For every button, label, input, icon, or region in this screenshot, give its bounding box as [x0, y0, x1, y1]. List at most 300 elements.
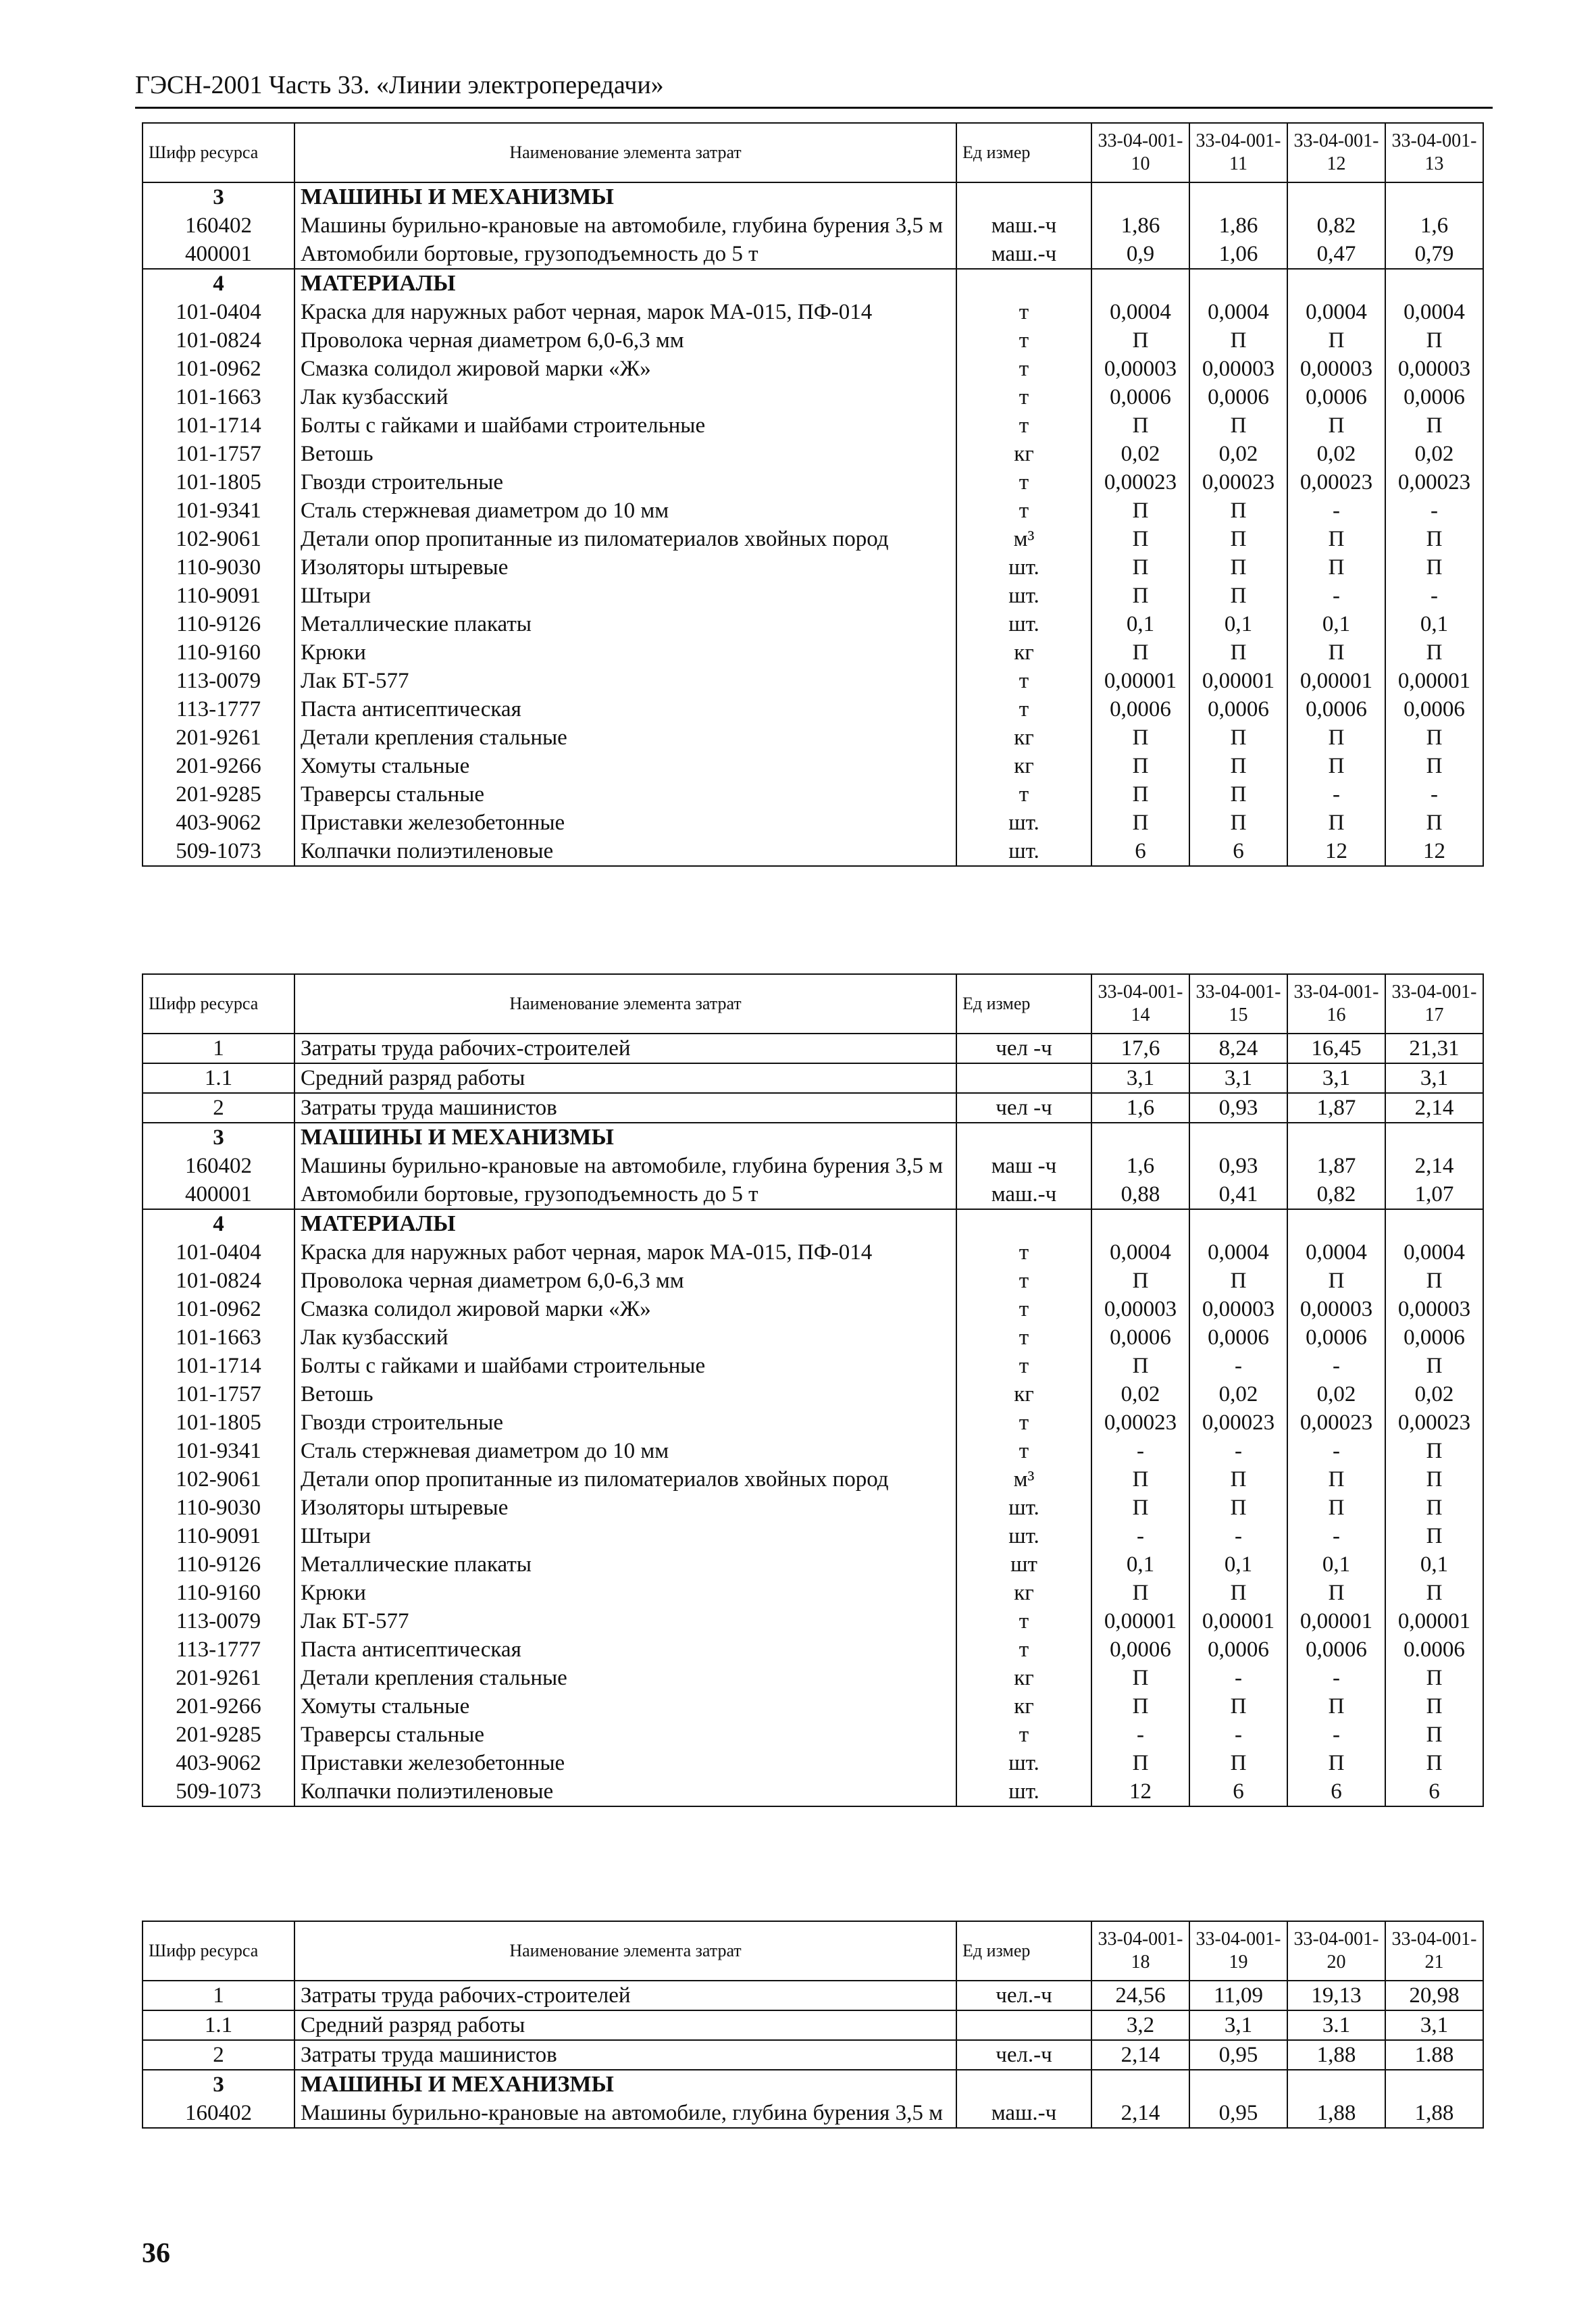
resource-unit: маш.-ч	[956, 1180, 1091, 1209]
resource-unit: маш -ч	[956, 1152, 1091, 1180]
norm-value: 0,00001	[1385, 1607, 1483, 1635]
norm-value: П	[1189, 411, 1287, 440]
norm-value: 2,14	[1385, 1152, 1483, 1180]
resource-unit: шт.	[956, 809, 1091, 837]
resource-code: 1	[143, 1981, 294, 2010]
norm-value: 0,0004	[1287, 298, 1385, 326]
resource-name: Колпачки полиэтиленовые	[294, 837, 956, 866]
resource-unit: т	[956, 1352, 1091, 1380]
resource-unit	[956, 1209, 1091, 1238]
norm-value: П	[1091, 411, 1189, 440]
resource-name: Крюки	[294, 1579, 956, 1607]
norm-value: 3,2	[1091, 2010, 1189, 2040]
resource-name: Хомуты стальные	[294, 752, 956, 780]
page-number: 36	[142, 2238, 170, 2269]
resource-name: Затраты труда машинистов	[294, 2040, 956, 2070]
norm-value: -	[1287, 1522, 1385, 1550]
resource-name: МАТЕРИАЛЫ	[294, 1209, 956, 1238]
norm-value: 0,88	[1091, 1180, 1189, 1209]
norm-value: П	[1287, 809, 1385, 837]
norm-value: 0,00023	[1189, 1408, 1287, 1437]
norm-value	[1287, 1123, 1385, 1152]
page-header: ГЭСН-2001 Часть 33. «Линии электропередачи»	[135, 71, 664, 99]
header-unit: Ед измер	[956, 974, 1091, 1034]
norm-value: 0,0006	[1385, 1323, 1483, 1352]
norm-value: 0,0006	[1287, 695, 1385, 723]
norm-value: 0,0006	[1091, 1323, 1189, 1352]
norm-value: П	[1091, 1692, 1189, 1721]
norm-value: П	[1189, 638, 1287, 667]
table-row	[143, 1607, 1483, 1635]
resource-name: Краска для наружных работ черная, марок МА-015, ПФ-014	[294, 1238, 956, 1267]
norm-value: П	[1287, 1465, 1385, 1494]
norm-value: П	[1091, 1465, 1189, 1494]
resource-name: Детали крепления стальные	[294, 1664, 956, 1692]
norm-value: П	[1091, 1494, 1189, 1522]
resource-unit: шт.	[956, 610, 1091, 638]
resource-unit: т	[956, 1295, 1091, 1323]
norm-value: -	[1287, 1721, 1385, 1749]
norm-value: 0,95	[1189, 2099, 1287, 2128]
norm-value: 11,09	[1189, 1981, 1287, 2010]
norm-value: 0,02	[1385, 1380, 1483, 1408]
table-row	[143, 383, 1483, 411]
resource-code: 101-1757	[143, 1380, 294, 1408]
norm-value: П	[1287, 553, 1385, 582]
resource-table-2	[142, 973, 1484, 1807]
norm-value: 0,79	[1385, 240, 1483, 269]
resource-unit: т	[956, 497, 1091, 525]
norm-value: 0,1	[1189, 1550, 1287, 1579]
resource-name: Автомобили бортовые, грузоподъемность до 5 т	[294, 1180, 956, 1209]
norm-value: 6	[1091, 837, 1189, 866]
norm-value: 16,45	[1287, 1034, 1385, 1063]
norm-value: П	[1385, 1465, 1483, 1494]
table-row	[143, 1152, 1483, 1180]
header-norm-code: 33-04-001-10	[1091, 123, 1189, 182]
norm-value	[1287, 269, 1385, 298]
resource-code: 509-1073	[143, 1777, 294, 1806]
resource-name: Паста антисептическая	[294, 695, 956, 723]
norm-value: 6	[1189, 1777, 1287, 1806]
table-row	[143, 837, 1483, 866]
norm-value: 2,14	[1091, 2099, 1189, 2128]
resource-name: Изоляторы штыревые	[294, 1494, 956, 1522]
resource-unit: кг	[956, 1579, 1091, 1607]
resource-name: Приставки железобетонные	[294, 1749, 956, 1777]
norm-value: 0,0006	[1189, 383, 1287, 411]
resource-code: 201-9266	[143, 752, 294, 780]
norm-value: П	[1091, 752, 1189, 780]
resource-name: Болты с гайками и шайбами строительные	[294, 411, 956, 440]
norm-value: 3,1	[1287, 1063, 1385, 1093]
norm-value: 1,07	[1385, 1180, 1483, 1209]
norm-value: 0,9	[1091, 240, 1189, 269]
norm-value: 0,00001	[1287, 667, 1385, 695]
norm-value: П	[1091, 780, 1189, 809]
norm-value: 0,02	[1091, 440, 1189, 468]
norm-value: П	[1287, 723, 1385, 752]
norm-value: 0,00023	[1091, 1408, 1189, 1437]
norm-value: -	[1091, 1721, 1189, 1749]
resource-table-1	[142, 122, 1484, 867]
resource-code: 400001	[143, 240, 294, 269]
resource-code: 101-0962	[143, 355, 294, 383]
section-row	[143, 2070, 1483, 2099]
norm-value: 0,0006	[1287, 383, 1385, 411]
norm-value: 0,93	[1189, 1093, 1287, 1123]
norm-value	[1287, 1209, 1385, 1238]
norm-value: 0,02	[1189, 440, 1287, 468]
norm-value: 1,06	[1189, 240, 1287, 269]
resource-code: 110-9091	[143, 582, 294, 610]
header-norm-code: 33-04-001-11	[1189, 123, 1287, 182]
norm-value: П	[1091, 1579, 1189, 1607]
norm-value: П	[1189, 1267, 1287, 1295]
table-row	[143, 411, 1483, 440]
norm-value: П	[1287, 1267, 1385, 1295]
norm-value	[1385, 2070, 1483, 2099]
norm-value: П	[1385, 1352, 1483, 1380]
table-row	[143, 1522, 1483, 1550]
norm-value	[1091, 269, 1189, 298]
resource-name: Сталь стержневая диаметром до 10 мм	[294, 497, 956, 525]
resource-code: 160402	[143, 2099, 294, 2128]
norm-value: 21,31	[1385, 1034, 1483, 1063]
norm-value	[1091, 182, 1189, 211]
norm-value: 1,88	[1287, 2099, 1385, 2128]
norm-value: П	[1287, 752, 1385, 780]
resource-unit: кг	[956, 1380, 1091, 1408]
table-row	[143, 723, 1483, 752]
norm-value: П	[1091, 1749, 1189, 1777]
header-norm-code: 33-04-001-13	[1385, 123, 1483, 182]
norm-value: П	[1189, 1579, 1287, 1607]
table-row	[143, 1352, 1483, 1380]
table-row	[143, 355, 1483, 383]
resource-code: 1	[143, 1034, 294, 1063]
resource-unit: маш.-ч	[956, 211, 1091, 240]
resource-unit: чел.-ч	[956, 1981, 1091, 2010]
norm-value: П	[1287, 525, 1385, 553]
norm-value: 1,88	[1287, 2040, 1385, 2070]
resource-code: 113-1777	[143, 1635, 294, 1664]
norm-value: 12	[1287, 837, 1385, 866]
norm-value: П	[1385, 638, 1483, 667]
norm-value: 0,00001	[1287, 1607, 1385, 1635]
resource-code: 3	[143, 2070, 294, 2099]
norm-value: П	[1385, 1579, 1483, 1607]
norm-value: П	[1385, 1494, 1483, 1522]
section-row	[143, 269, 1483, 298]
resource-name: Лак кузбасский	[294, 1323, 956, 1352]
norm-value: 6	[1287, 1777, 1385, 1806]
resource-code: 102-9061	[143, 1465, 294, 1494]
norm-value: 0.0006	[1385, 1635, 1483, 1664]
header-unit: Ед измер	[956, 1921, 1091, 1981]
norm-value: 12	[1091, 1777, 1189, 1806]
norm-value: -	[1189, 1437, 1287, 1465]
table-row	[143, 240, 1483, 269]
table-row	[143, 1981, 1483, 2010]
table-row	[143, 1180, 1483, 1209]
norm-value: П	[1287, 326, 1385, 355]
resource-name: Затраты труда машинистов	[294, 1093, 956, 1123]
resource-code: 101-1663	[143, 383, 294, 411]
resource-code: 110-9160	[143, 638, 294, 667]
table-row	[143, 582, 1483, 610]
resource-unit: шт.	[956, 553, 1091, 582]
resource-code: 160402	[143, 1152, 294, 1180]
resource-name: Детали опор пропитанные из пиломатериалов хвойных пород	[294, 1465, 956, 1494]
resource-code: 110-9030	[143, 553, 294, 582]
table-row	[143, 1437, 1483, 1465]
norm-value: П	[1189, 582, 1287, 610]
table-row	[143, 1267, 1483, 1295]
norm-value: П	[1091, 1267, 1189, 1295]
table-row	[143, 1749, 1483, 1777]
resource-unit: шт.	[956, 837, 1091, 866]
table-row	[143, 1465, 1483, 1494]
table-row	[143, 1323, 1483, 1352]
norm-value: 2,14	[1091, 2040, 1189, 2070]
norm-value	[1189, 1209, 1287, 1238]
norm-value: 0,82	[1287, 211, 1385, 240]
norm-value	[1385, 269, 1483, 298]
table-row	[143, 553, 1483, 582]
resource-name: Траверсы стальные	[294, 1721, 956, 1749]
resource-unit: т	[956, 298, 1091, 326]
norm-value: 1,87	[1287, 1093, 1385, 1123]
resource-name: Ветошь	[294, 440, 956, 468]
norm-value: 0,00003	[1385, 1295, 1483, 1323]
table-header-row	[143, 123, 1483, 182]
norm-value: -	[1287, 497, 1385, 525]
resource-name: Машины бурильно-крановые на автомобиле, глубина бурения 3,5 м	[294, 211, 956, 240]
norm-value: П	[1091, 497, 1189, 525]
resource-unit: т	[956, 1635, 1091, 1664]
norm-value: 0,1	[1287, 610, 1385, 638]
resource-unit: кг	[956, 440, 1091, 468]
resource-name: МАШИНЫ И МЕХАНИЗМЫ	[294, 2070, 956, 2099]
resource-code: 101-0962	[143, 1295, 294, 1323]
resource-name: Детали опор пропитанные из пиломатериалов хвойных пород	[294, 525, 956, 553]
table-row	[143, 2099, 1483, 2128]
resource-unit: кг	[956, 752, 1091, 780]
norm-value: 0,1	[1385, 1550, 1483, 1579]
resource-code: 101-0824	[143, 326, 294, 355]
resource-name: Лак БТ-577	[294, 1607, 956, 1635]
resource-name: Лак БТ-577	[294, 667, 956, 695]
header-code: Шифр ресурса	[143, 1921, 294, 1981]
norm-value: 0,02	[1385, 440, 1483, 468]
header-code: Шифр ресурса	[143, 974, 294, 1034]
norm-value: 1,6	[1091, 1093, 1189, 1123]
header-code: Шифр ресурса	[143, 123, 294, 182]
norm-value: 0,00003	[1091, 1295, 1189, 1323]
norm-value: 0,00023	[1287, 1408, 1385, 1437]
table-row	[143, 326, 1483, 355]
norm-value: 0,02	[1287, 1380, 1385, 1408]
norm-value: 3.1	[1287, 2010, 1385, 2040]
norm-value: П	[1385, 1749, 1483, 1777]
table-row	[143, 1777, 1483, 1806]
resource-unit: маш.-ч	[956, 240, 1091, 269]
table-row	[143, 695, 1483, 723]
resource-unit: чел.-ч	[956, 2040, 1091, 2070]
resource-unit: т	[956, 1437, 1091, 1465]
norm-value: П	[1091, 809, 1189, 837]
norm-value: П	[1385, 1437, 1483, 1465]
table-row	[143, 1295, 1483, 1323]
norm-value: П	[1287, 1579, 1385, 1607]
norm-value: 0,00023	[1385, 468, 1483, 497]
table-row	[143, 1063, 1483, 1093]
norm-value: 1,86	[1091, 211, 1189, 240]
norm-value: 0,82	[1287, 1180, 1385, 1209]
resource-unit	[956, 2010, 1091, 2040]
resource-code: 101-9341	[143, 497, 294, 525]
resource-name: Автомобили бортовые, грузоподъемность до 5 т	[294, 240, 956, 269]
norm-value: П	[1189, 326, 1287, 355]
norm-value: 0,41	[1189, 1180, 1287, 1209]
resource-code: 400001	[143, 1180, 294, 1209]
norm-value: 0,00001	[1189, 667, 1287, 695]
norm-value: П	[1385, 1664, 1483, 1692]
norm-value: 0,00001	[1385, 667, 1483, 695]
norm-value: 0,00003	[1287, 355, 1385, 383]
table-row	[143, 2010, 1483, 2040]
norm-value: П	[1189, 525, 1287, 553]
norm-value: 2,14	[1385, 1093, 1483, 1123]
norm-value: 8,24	[1189, 1034, 1287, 1063]
norm-value: 0,0004	[1189, 298, 1287, 326]
norm-value: 1,6	[1385, 211, 1483, 240]
norm-value	[1385, 1123, 1483, 1152]
resource-name: Детали крепления стальные	[294, 723, 956, 752]
table-row	[143, 809, 1483, 837]
resource-name: Средний разряд работы	[294, 1063, 956, 1093]
resource-name: Металлические плакаты	[294, 1550, 956, 1579]
norm-value: -	[1091, 1522, 1189, 1550]
norm-value: П	[1287, 1749, 1385, 1777]
norm-value: 0,02	[1091, 1380, 1189, 1408]
norm-value: 0,0006	[1287, 1323, 1385, 1352]
resource-unit: т	[956, 468, 1091, 497]
norm-value: -	[1287, 780, 1385, 809]
norm-value: П	[1287, 1692, 1385, 1721]
resource-name: Изоляторы штыревые	[294, 553, 956, 582]
norm-value: П	[1091, 638, 1189, 667]
resource-unit: м³	[956, 525, 1091, 553]
norm-value	[1189, 1123, 1287, 1152]
norm-value	[1189, 182, 1287, 211]
table-row	[143, 1494, 1483, 1522]
resource-code: 101-1714	[143, 1352, 294, 1380]
resource-code: 101-1663	[143, 1323, 294, 1352]
norm-value: 1,87	[1287, 1152, 1385, 1180]
resource-unit: т	[956, 383, 1091, 411]
norm-value: 3,1	[1189, 1063, 1287, 1093]
norm-value: -	[1385, 497, 1483, 525]
resource-unit: т	[956, 326, 1091, 355]
resource-code: 110-9126	[143, 610, 294, 638]
norm-value: -	[1287, 582, 1385, 610]
header-norm-code: 33-04-001-14	[1091, 974, 1189, 1034]
resource-code: 403-9062	[143, 1749, 294, 1777]
resource-code: 403-9062	[143, 809, 294, 837]
norm-value: 0,00003	[1385, 355, 1483, 383]
table-row	[143, 497, 1483, 525]
norm-value: П	[1189, 553, 1287, 582]
norm-value: П	[1189, 780, 1287, 809]
resource-unit: т	[956, 1323, 1091, 1352]
resource-table-3	[142, 1921, 1484, 2129]
resource-name: Ветошь	[294, 1380, 956, 1408]
norm-value: 0,1	[1189, 610, 1287, 638]
norm-value: 0,00003	[1189, 1295, 1287, 1323]
table-row	[143, 1692, 1483, 1721]
norm-value: 0,0006	[1385, 695, 1483, 723]
section-row	[143, 1123, 1483, 1152]
norm-value: 0,1	[1287, 1550, 1385, 1579]
norm-value: 3,1	[1189, 2010, 1287, 2040]
resource-code: 110-9030	[143, 1494, 294, 1522]
resource-unit: кг	[956, 638, 1091, 667]
table-header-row	[143, 974, 1483, 1034]
norm-value	[1091, 1123, 1189, 1152]
resource-code: 101-1714	[143, 411, 294, 440]
norm-value: -	[1385, 780, 1483, 809]
norm-value: П	[1385, 326, 1483, 355]
table-row	[143, 667, 1483, 695]
norm-value: -	[1189, 1352, 1287, 1380]
resource-code: 201-9285	[143, 1721, 294, 1749]
resource-code: 4	[143, 269, 294, 298]
norm-value	[1385, 1209, 1483, 1238]
norm-value: П	[1091, 723, 1189, 752]
norm-value: П	[1287, 638, 1385, 667]
resource-code: 201-9266	[143, 1692, 294, 1721]
resource-unit: чел -ч	[956, 1093, 1091, 1123]
norm-value: 1,88	[1385, 2099, 1483, 2128]
norm-value: 0,00003	[1091, 355, 1189, 383]
norm-value: 0,0006	[1287, 1635, 1385, 1664]
table-row	[143, 1664, 1483, 1692]
norm-value: 0,1	[1385, 610, 1483, 638]
table-row	[143, 298, 1483, 326]
resource-unit: кг	[956, 1692, 1091, 1721]
resource-name: Крюки	[294, 638, 956, 667]
resource-name: Траверсы стальные	[294, 780, 956, 809]
norm-value: П	[1385, 1692, 1483, 1721]
norm-value: 0,00003	[1287, 1295, 1385, 1323]
norm-value: 0,0006	[1091, 1635, 1189, 1664]
table-row	[143, 1635, 1483, 1664]
norm-value: 0,00023	[1189, 468, 1287, 497]
table-row	[143, 1034, 1483, 1063]
norm-value: П	[1091, 525, 1189, 553]
norm-value: 0,0006	[1189, 695, 1287, 723]
resource-unit: т	[956, 1238, 1091, 1267]
resource-unit: шт.	[956, 1494, 1091, 1522]
resource-code: 3	[143, 1123, 294, 1152]
norm-value: П	[1385, 809, 1483, 837]
resource-code: 1.1	[143, 1063, 294, 1093]
norm-value: П	[1189, 1465, 1287, 1494]
table-row	[143, 1238, 1483, 1267]
resource-code: 2	[143, 1093, 294, 1123]
